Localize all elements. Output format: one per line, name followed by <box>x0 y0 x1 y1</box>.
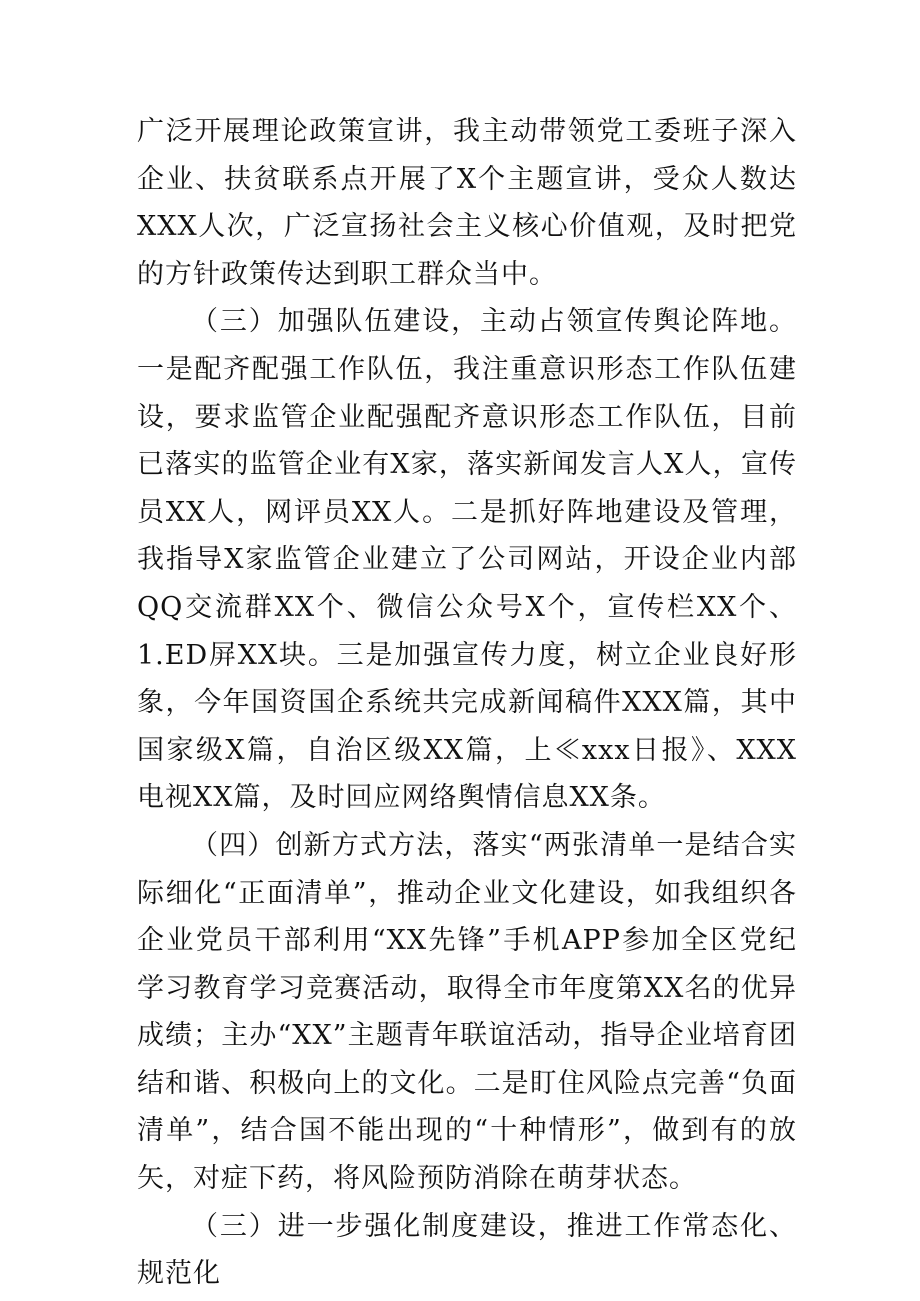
paragraph-section-3-team: （三）加强队伍建设，主动占领宣传舆论阵地。一是配齐配强工作队伍，我注重意识形态工作队伍建设，要求监管企业配强配齐意识形态工作队伍，目前已落实的监管企业有X家，落实新闻发言人X人，宣传员XX人，网评员XX人。二是抓好阵地建设及管理，我指导X家监管企业建立了公司网站，开设企业内部QQ交流群XX个、微信公众号X个，宣传栏XX个、1.ED屏XX块。三是加强宣传力度，树立企业良好形象，今年国资国企系统共完成新闻稿件XXX篇，其中国家级X篇，自治区级XX篇，上≪xxx日报》、XXX电视XX篇，及时回应网络舆情信息XX条。 <box>137 306 797 814</box>
document-body <box>137 108 797 1298</box>
paragraph-continuation: 广泛开展理论政策宣讲，我主动带领党工委班子深入企业、扶贫联系点开展了X个主题宣讲，受众人数达XXX人次，广泛宣扬社会主义核心价值观，及时把党的方针政策传达到职工群众当中。 <box>137 116 797 290</box>
paragraph-section-3-system: （三）进一步强化制度建设，推进工作常态化、规范化 <box>137 1210 797 1290</box>
paragraph-section-4-innovation: （四）创新方式方法，落实“两张清单一是结合实际细化“正面清单”，推动企业文化建设，如我组织各企业党员干部利用“XX先锋”手机APP参加全区党纪学习教育学习竞赛活动，取得全市年度第XX名的优异成绩；主办“XX”主题青年联谊活动，指导企业培育团结和谐、积极向上的文化。二是盯住风险点完善“负面清单”，结合国不能出现的“十种情形”，做到有的放矢，对症下药，将风险预防消除在萌芽状态。 <box>137 829 797 1195</box>
